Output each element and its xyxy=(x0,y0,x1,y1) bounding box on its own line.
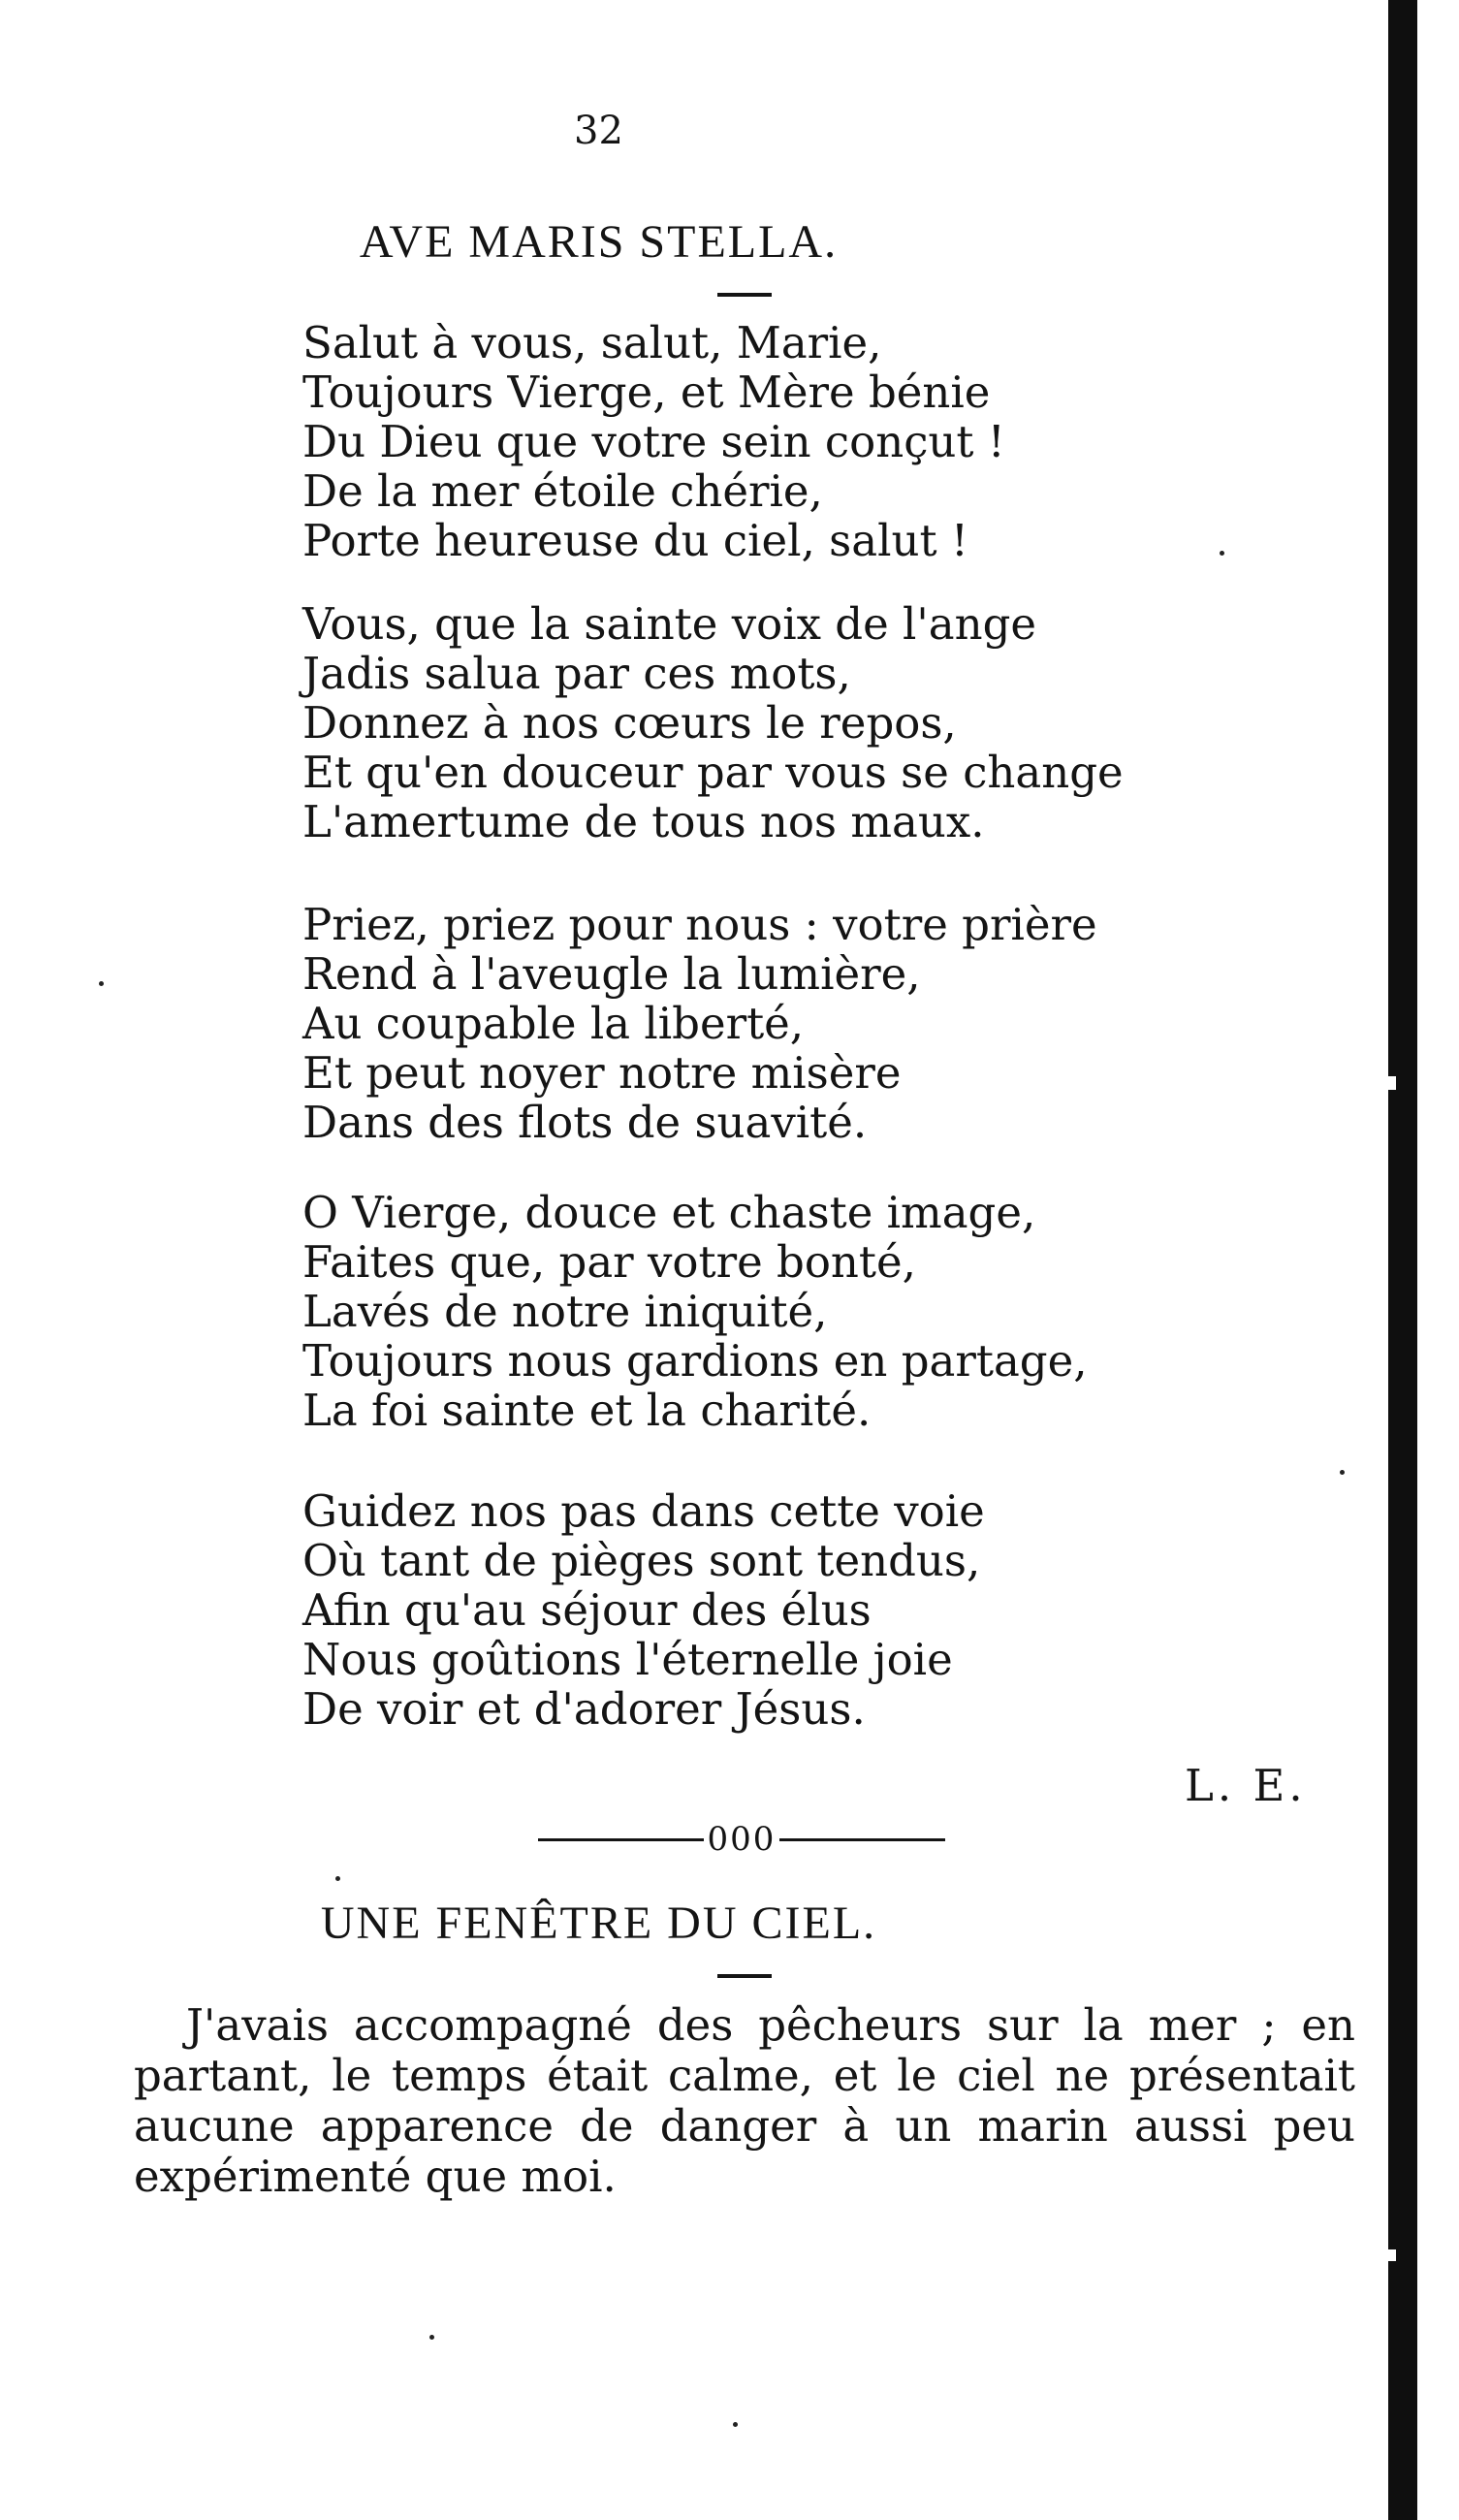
print-speck xyxy=(733,2422,738,2427)
stanza-2 xyxy=(302,599,1124,846)
verse-line: De la mer étoile chérie, xyxy=(302,465,823,517)
stanza-1 xyxy=(302,318,1005,565)
verse-line: Au coupable la liberté, xyxy=(302,998,805,1049)
author-initials: L. E. xyxy=(1185,1760,1307,1811)
verse-line: L'amertume de tous nos maux. xyxy=(302,796,985,847)
print-speck xyxy=(1220,551,1224,556)
verse-line: Toujours nous gardions en partage, xyxy=(302,1335,1088,1387)
verse-line: Et qu'en douceur par vous se change xyxy=(302,747,1124,798)
verse-line: Afin qu'au séjour des élus xyxy=(302,1584,872,1636)
verse-line: Salut à vous, salut, Marie, xyxy=(302,317,882,368)
verse-line: Toujours Vierge, et Mère bénie xyxy=(302,367,991,418)
article-title: UNE FENÊTRE DU CIEL. xyxy=(320,1898,877,1949)
verse-line: Guidez nos pas dans cette voie xyxy=(302,1485,985,1537)
stanza-4 xyxy=(302,1188,1088,1435)
print-speck xyxy=(1340,1470,1345,1475)
verse-line: De voir et d'adorer Jésus. xyxy=(302,1683,866,1735)
article-paragraph: J'avais accompagné des pêcheurs sur la mer ; en partant, le temps était calme, et le ciel ne présentait aucune apparence de danger à un marin aussi peu expérimenté que moi. xyxy=(134,1999,1355,2202)
print-speck xyxy=(429,2335,434,2340)
verse-line: Vous, que la sainte voix de l'ange xyxy=(302,598,1037,650)
title-dash xyxy=(717,293,772,297)
separator-rule-left xyxy=(538,1838,704,1841)
verse-line: Lavés de notre iniquité, xyxy=(302,1286,828,1337)
section-separator xyxy=(538,1815,945,1864)
print-speck xyxy=(99,981,104,986)
page-number: 32 xyxy=(574,109,623,153)
verse-line: Jadis salua par ces mots, xyxy=(302,648,851,699)
hymn-title: AVE MARIS STELLA. xyxy=(359,216,839,268)
verse-line: Et peut noyer notre misère xyxy=(302,1047,902,1099)
title-dash xyxy=(717,1974,772,1978)
verse-line: Rend à l'aveugle la lumière, xyxy=(302,948,921,1000)
stanza-5 xyxy=(302,1486,985,1734)
verse-line: Du Dieu que votre sein conçut ! xyxy=(302,416,1005,467)
verse-line: Donnez à nos cœurs le repos, xyxy=(302,697,957,749)
verse-line: Porte heureuse du ciel, salut ! xyxy=(302,515,968,566)
verse-line: Dans des flots de suavité. xyxy=(302,1097,868,1148)
page-edge-shadow xyxy=(1388,0,1417,2520)
edge-speck xyxy=(1388,2249,1396,2261)
verse-line: O Vierge, douce et chaste image, xyxy=(302,1187,1036,1238)
stanza-3 xyxy=(302,900,1097,1147)
edge-speck xyxy=(1388,1076,1396,1090)
verse-line: Priez, priez pour nous : votre prière xyxy=(302,899,1097,950)
separator-rule-right xyxy=(779,1838,945,1841)
separator-mark: 000 xyxy=(707,1820,777,1859)
verse-line: Nous goûtions l'éternelle joie xyxy=(302,1634,953,1685)
verse-line: Où tant de pièges sont tendus, xyxy=(302,1535,981,1586)
verse-line: Faites que, par votre bonté, xyxy=(302,1236,916,1288)
print-speck xyxy=(335,1876,340,1881)
verse-line: La foi sainte et la charité. xyxy=(302,1385,872,1436)
